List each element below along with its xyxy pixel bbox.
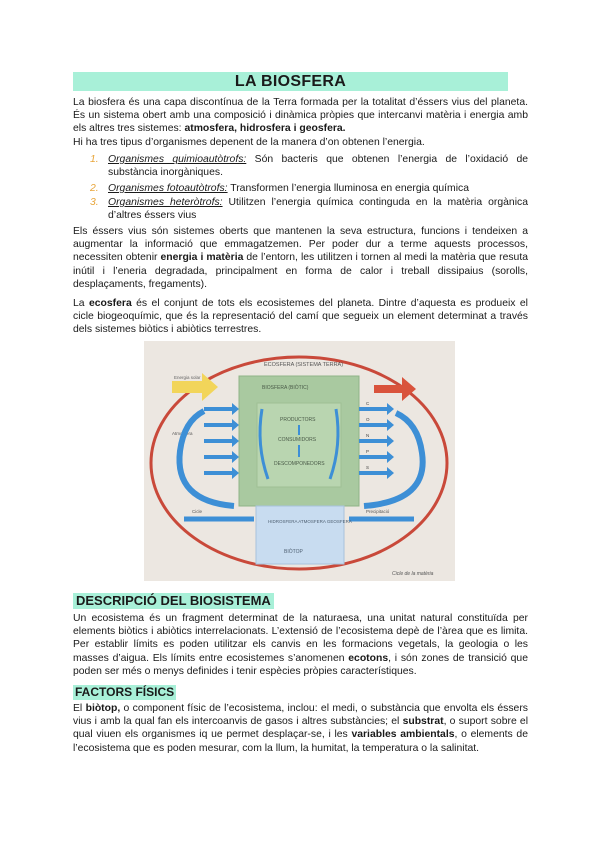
- text-run: Els éssers vius són sistemes oberts que mantenen la seva estructura, funcions i tendeixen a augmentar la informació que emmagatzemen. Per poder dur a terme aquests processos, necessiten obtenir: [73, 226, 528, 264]
- text-run: , i són zones de transició que poden ser més o menys definides i tenir espècies pròpies característiques.: [73, 652, 528, 677]
- element-n-label: N: [366, 433, 370, 438]
- element-s-label: S: [366, 465, 370, 470]
- figure-header-label: ECOSFERA (SISTEMA TERRA): [264, 362, 344, 368]
- list-desc: Utilitzen l’energia química continguda en la matèria orgànica d’altres éssers vius: [108, 197, 528, 222]
- bold-run: energia i matèria: [160, 252, 244, 264]
- text-run: Un ecosistema és un fragment determinat de la naturaesa, una unitat natural constituïda per elements biòtics i abiòtics interrelacionats. L’extensió de l’ecosistema depè de l’àrea que es limita. Per establir límits es poden utilitzar els canvis en les formacions vegetals, la geologia o les masses d’aigua. Els límits entre ecosistemes s’anomenen: [73, 613, 528, 664]
- figure-caption: Cicle de la matèria: [392, 571, 434, 577]
- bottom-right-label: Precipitació: [366, 509, 390, 514]
- text-run: és el conjunt de tots els ecosistemes del planeta. Dintre d’aquesta es produeix el cicle biogeoquímic, que és la representació del camí que segueix un element determinat a través dels sistemes biòtics i abiòtics terrestres.: [73, 298, 528, 336]
- open-systems-paragraph: [73, 225, 528, 291]
- ecosphere-cycle-figure: [144, 341, 455, 581]
- ecosystem-paragraph: [73, 612, 528, 678]
- bold-run: substrat: [402, 716, 444, 728]
- bold-run: variables ambientals: [351, 729, 455, 741]
- section-title: DESCRIPCIÓ DEL BIOSISTEMA: [73, 593, 274, 609]
- intro-bold: atmosfera, hidrosfera i geosfera.: [184, 123, 346, 135]
- energy-in-label: Energia solar: [174, 375, 201, 380]
- text-run: de l’entorn, les utilitzen i tornen al medi la matèria que resuta inútil i l’eneria degradada, principalment en forma de calor i treball dissipaius (sorolls, desplaçaments, fregaments).: [73, 252, 528, 290]
- list-item: [90, 196, 528, 222]
- intro-text: La biosfera és una capa discontínua de la Terra formada per la totalitat d’éssers vius del planeta. És un sistema obert amb una composició i dinàmica pròpies que intercanvi matèria i energia amb els altres tres sistemes:: [73, 97, 528, 135]
- text-run: , o elements de l’ecosistema que es poden mesurar, com la llum, la humitat, la temperatura o la salinitat.: [73, 729, 528, 754]
- list-item: [90, 153, 529, 179]
- biosphere-label: BIOSFERA (BIÒTIC): [262, 385, 309, 391]
- list-term: Organismes heteròtrofs:: [108, 197, 223, 208]
- cycle-diagram: [144, 341, 455, 581]
- bold-run: ecotons: [348, 652, 389, 664]
- producers-label: PRODUCTORS: [280, 417, 316, 423]
- element-c-label: C: [366, 401, 370, 406]
- bold-run: biòtop,: [85, 703, 121, 714]
- element-p-label: P: [366, 449, 370, 454]
- list-term: Organismes quimioautòtrofs:: [108, 154, 247, 165]
- ecosphere-paragraph: [73, 297, 528, 337]
- text-run: El: [73, 703, 86, 714]
- list-number: 3.: [90, 197, 99, 208]
- list-number: 1.: [90, 154, 99, 165]
- list-term: Organismes fotoautòtrofs:: [108, 183, 228, 194]
- list-item: [90, 182, 528, 195]
- bold-run: ecosfera: [88, 298, 132, 309]
- intro-paragraph: [73, 96, 528, 136]
- biotope-label: BIÒTOP: [284, 549, 303, 555]
- decomposers-label: DESCOMPONEDORS: [274, 461, 325, 467]
- physical-factors-paragraph: [73, 702, 528, 755]
- text-run: o component físic de l’ecosistema, inclou: el medi, o substància que envolta els éssers vius i amb la qual fan els intercoanvis de gasos i altres substàncies; el: [73, 703, 528, 728]
- bottom-left-label: Cicle: [192, 509, 203, 514]
- list-number: 2.: [90, 183, 99, 194]
- types-intro: Hi ha tres tipus d’organismes depenent de la manera d’on obtenen l’energia.: [73, 137, 425, 148]
- abiotic-box: [256, 506, 344, 564]
- element-o-label: O: [366, 417, 370, 422]
- consumers-label: CONSUMIDORS: [278, 437, 317, 443]
- subsection-title: FACTORS FÍSICS: [75, 685, 175, 699]
- text-run: , o suport sobre el qual viuen els organismes iq ue permet desplaçar-se, i les: [73, 716, 529, 741]
- text-run: La: [73, 298, 89, 309]
- page-title: LA BIOSFERA: [73, 72, 508, 91]
- left-in-label: Atmosfera: [172, 431, 193, 436]
- list-desc: Transformen l’energia lluminosa en energia química: [227, 183, 469, 194]
- list-desc: Són bacteris que obtenen l’energia de l’oxidació de substància inorgàniques.: [108, 154, 529, 179]
- abiotic-box-label: HIDROSFERA ATMOSFERA GEOSFERA: [268, 519, 352, 524]
